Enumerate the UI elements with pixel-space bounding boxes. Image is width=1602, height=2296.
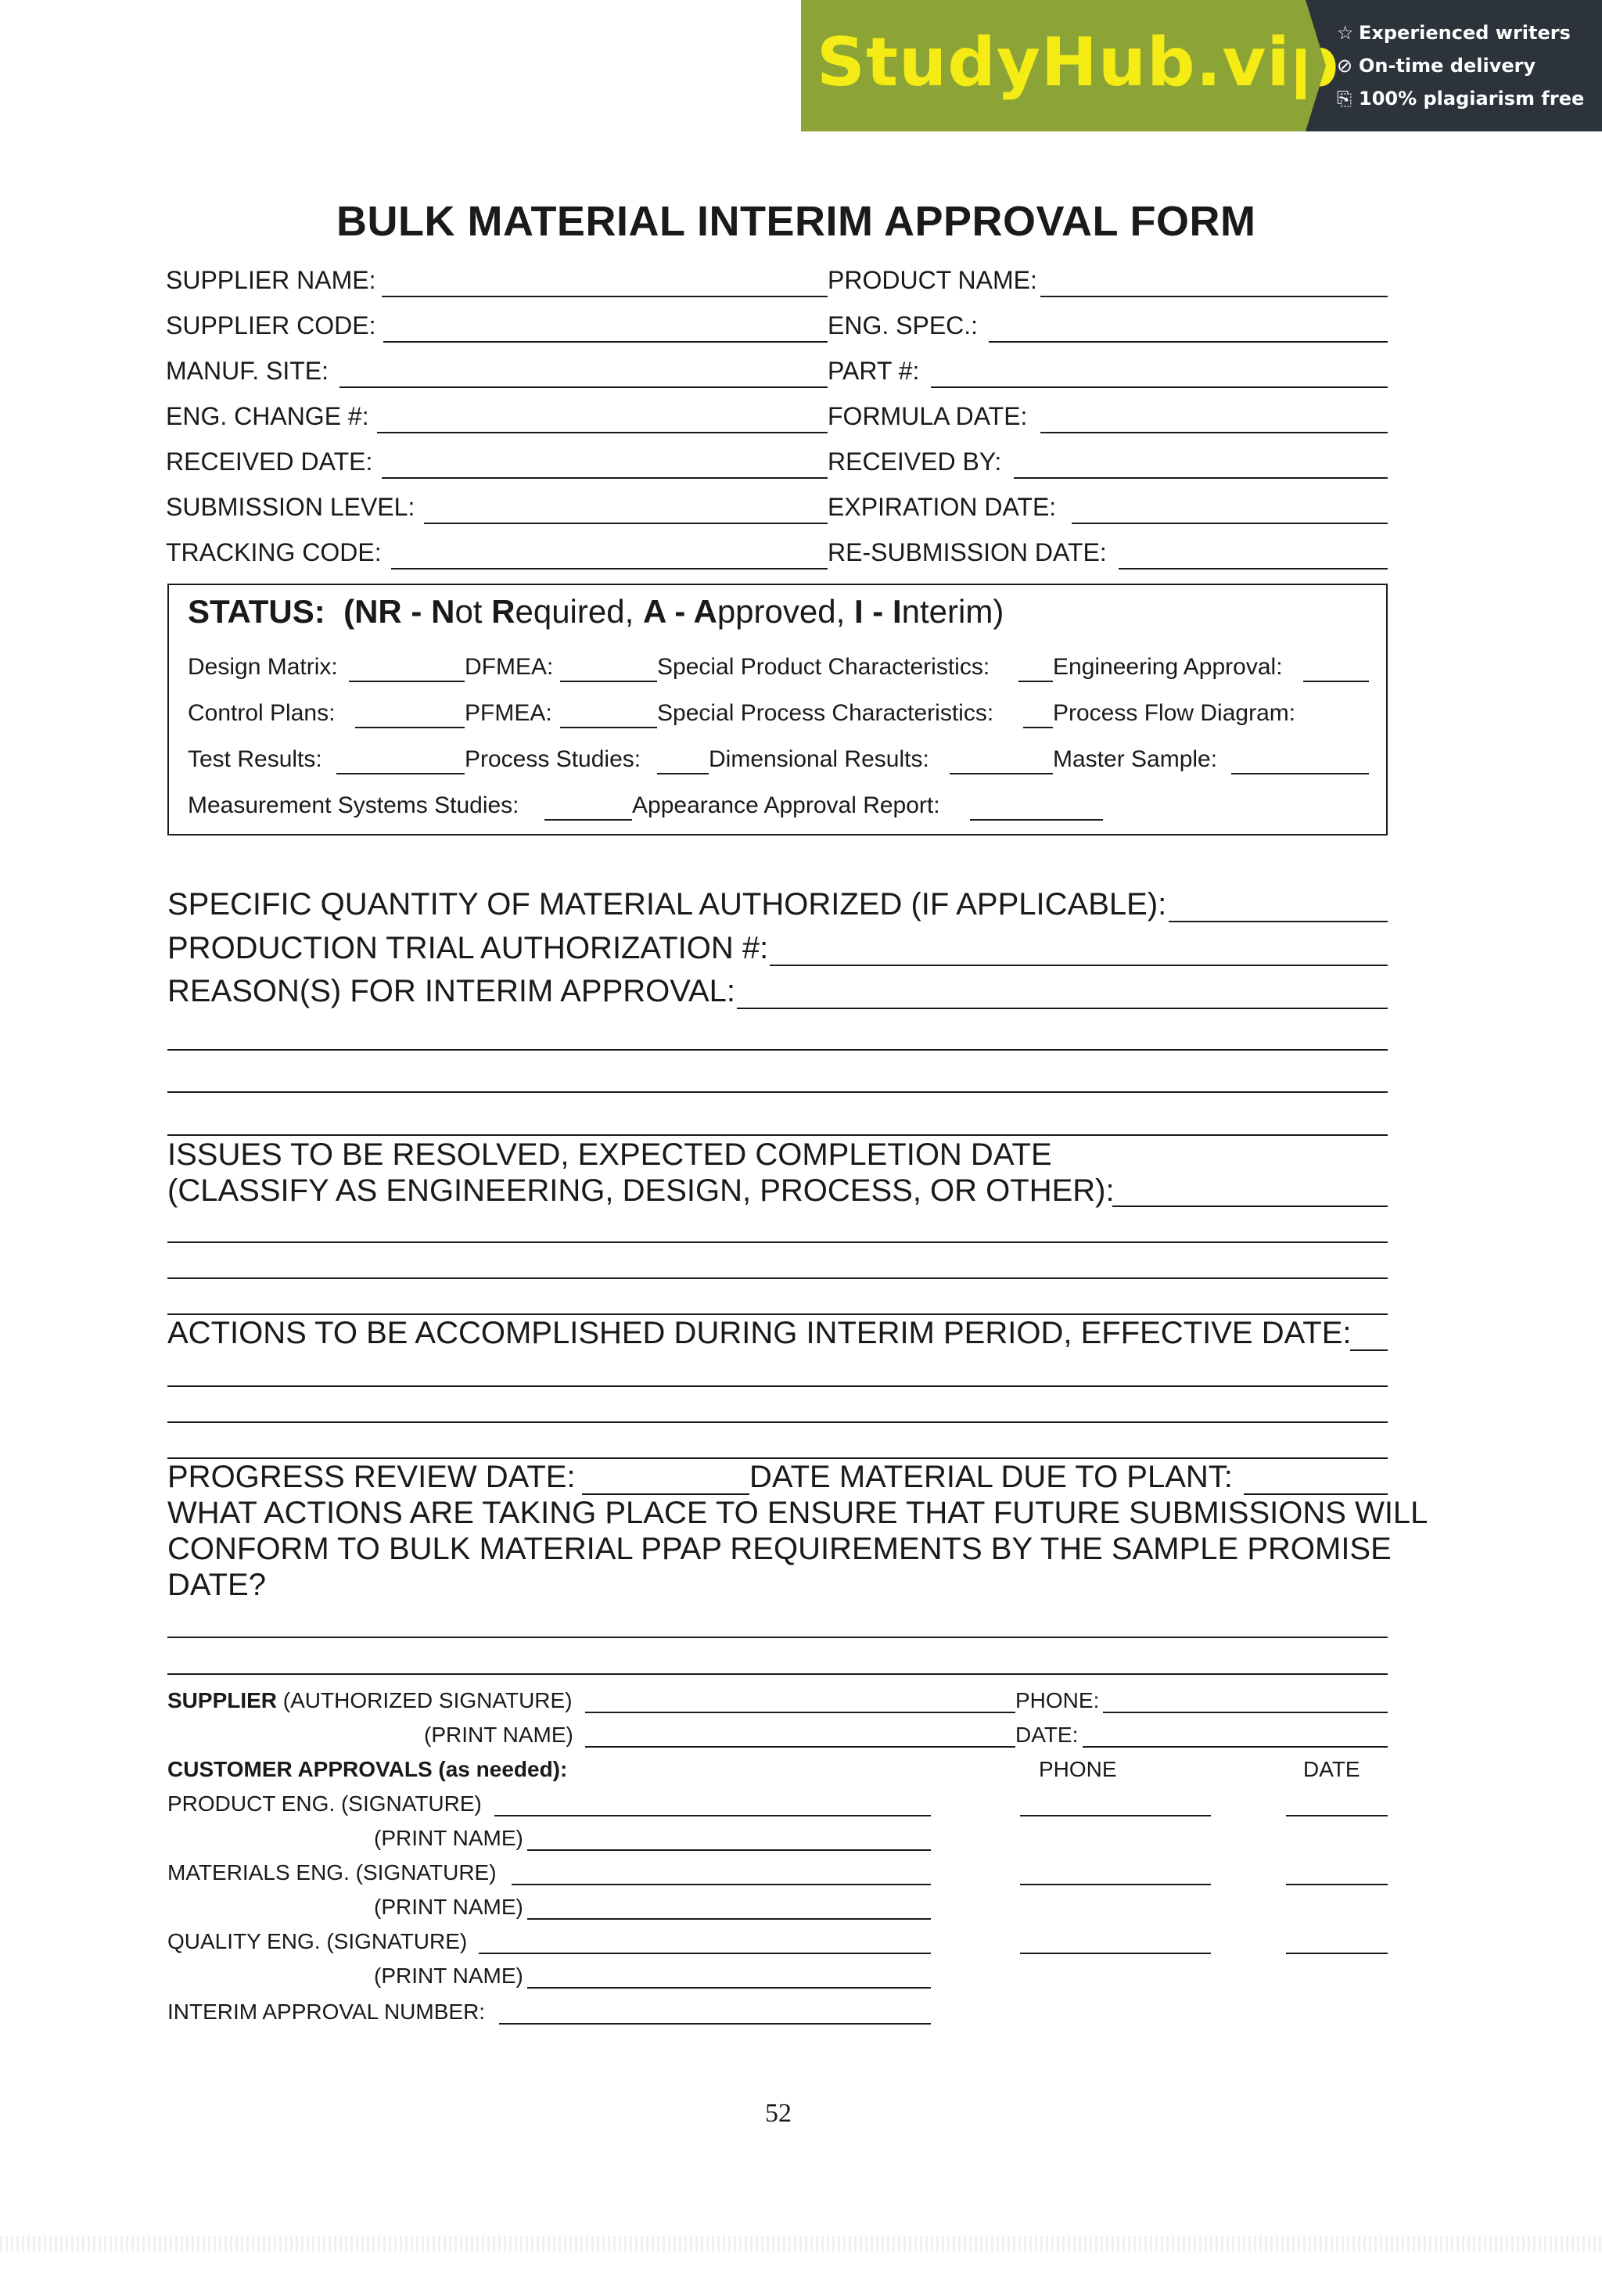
status-line-test-results[interactable] <box>336 773 465 774</box>
date-due-label: DATE MATERIAL DUE TO PLANT: <box>749 1460 1233 1494</box>
actions-line-3[interactable] <box>167 1457 1388 1459</box>
quality-eng-date-line[interactable] <box>1286 1953 1388 1954</box>
status-control-plans: Control Plans: <box>188 700 336 726</box>
supplier-date-line[interactable] <box>1083 1746 1388 1748</box>
field-label-submission-level: SUBMISSION LEVEL: <box>166 493 415 521</box>
reasons-label: REASON(S) FOR INTERIM APPROVAL: <box>167 974 736 1008</box>
materials-eng-signature-line[interactable] <box>512 1884 931 1885</box>
status-line-process-studies[interactable] <box>657 773 709 774</box>
field-label-eng-spec: ENG. SPEC.: <box>828 311 979 340</box>
interim-approval-number-label: INTERIM APPROVAL NUMBER: <box>167 2000 486 2024</box>
supplier-print-name-label: (PRINT NAME) <box>424 1723 573 1747</box>
quantity-label: SPECIFIC QUANTITY OF MATERIAL AUTHORIZED (IF APPLICABLE): <box>167 887 1167 922</box>
status-line-design-matrix[interactable] <box>349 681 465 682</box>
product-eng-print-name-line[interactable] <box>527 1849 931 1851</box>
status-line-msa[interactable] <box>544 819 632 821</box>
field-label-received-by: RECEIVED BY: <box>828 447 1002 476</box>
supplier-phone-line[interactable] <box>1103 1712 1388 1713</box>
reasons-line-1[interactable] <box>167 1049 1388 1051</box>
field-line-eng-change[interactable] <box>377 432 828 433</box>
supplier-phone-label: PHONE: <box>1015 1688 1100 1712</box>
field-line-part-number[interactable] <box>931 386 1388 388</box>
future-question-line-3: DATE? <box>167 1568 266 1602</box>
status-line-dfmea[interactable] <box>560 681 657 682</box>
reasons-line-3[interactable] <box>167 1134 1388 1136</box>
product-eng-print-name-label: (PRINT NAME) <box>374 1826 523 1850</box>
issues-label-1: ISSUES TO BE RESOLVED, EXPECTED COMPLETION DATE <box>167 1137 1052 1172</box>
status-test-results: Test Results: <box>188 746 322 772</box>
materials-eng-date-line[interactable] <box>1286 1884 1388 1885</box>
field-line-supplier-name[interactable] <box>382 296 828 297</box>
product-eng-date-line[interactable] <box>1286 1815 1388 1816</box>
status-line-special-product[interactable] <box>1018 681 1053 682</box>
trial-line[interactable] <box>770 965 1388 966</box>
field-line-product-name[interactable] <box>1040 296 1388 297</box>
studyhub-banner[interactable] <box>801 0 1602 131</box>
field-label-expiration-date: EXPIRATION DATE: <box>828 493 1057 521</box>
trial-label: PRODUCTION TRIAL AUTHORIZATION #: <box>167 931 769 965</box>
status-engineering-approval: Engineering Approval: <box>1053 654 1283 680</box>
issues-line-1[interactable] <box>167 1241 1388 1243</box>
status-dimensional-results: Dimensional Results: <box>709 746 929 772</box>
field-label-formula-date: FORMULA DATE: <box>828 402 1028 430</box>
reasons-line-2[interactable] <box>167 1091 1388 1093</box>
field-line-received-date[interactable] <box>382 477 828 479</box>
status-heading: STATUS: (NR - Not Required, A - Approved, I - Interim) <box>188 593 1004 630</box>
quality-eng-signature-line[interactable] <box>479 1953 931 1954</box>
future-line-1[interactable] <box>167 1637 1388 1638</box>
field-label-eng-change: ENG. CHANGE #: <box>166 402 369 430</box>
supplier-signature-label: SUPPLIER (AUTHORIZED SIGNATURE) <box>167 1688 573 1712</box>
status-line-special-process[interactable] <box>1023 727 1053 728</box>
status-special-product: Special Product Characteristics: <box>657 654 990 680</box>
status-msa: Measurement Systems Studies: <box>188 792 519 818</box>
status-process-flow: Process Flow Diagram: <box>1053 700 1296 726</box>
reasons-line-0[interactable] <box>737 1008 1388 1009</box>
future-question-line-2: CONFORM TO BULK MATERIAL PPAP REQUIREMENTS BY THE SAMPLE PROMISE <box>167 1532 1392 1566</box>
issues-line-3[interactable] <box>167 1313 1388 1315</box>
future-line-2[interactable] <box>167 1673 1388 1675</box>
field-line-submission-level[interactable] <box>424 523 828 524</box>
field-line-expiration-date[interactable] <box>1072 523 1388 524</box>
status-line-pfmea[interactable] <box>560 727 657 728</box>
copy-icon: ⎘ <box>1337 88 1352 110</box>
issues-line-0[interactable] <box>1112 1205 1388 1207</box>
scan-artifact-strip <box>0 2236 1602 2251</box>
progress-review-label: PROGRESS REVIEW DATE: <box>167 1460 576 1494</box>
actions-line-1[interactable] <box>167 1385 1388 1387</box>
materials-eng-phone-line[interactable] <box>1020 1884 1211 1885</box>
star-icon: ☆ <box>1337 22 1354 44</box>
studyhub-logo[interactable]: StudyHub.vip <box>817 23 1340 102</box>
field-line-received-by[interactable] <box>1014 477 1388 479</box>
status-master-sample: Master Sample: <box>1053 746 1218 772</box>
quality-eng-signature-label: QUALITY ENG. (SIGNATURE) <box>167 1929 468 1953</box>
status-design-matrix: Design Matrix: <box>188 654 338 680</box>
field-label-product-name: PRODUCT NAME: <box>828 266 1037 294</box>
supplier-date-label: DATE: <box>1015 1723 1079 1747</box>
actions-line-2[interactable] <box>167 1421 1388 1423</box>
status-line-master-sample[interactable] <box>1231 773 1369 774</box>
column-header-phone: PHONE <box>1039 1757 1117 1781</box>
progress-review-line[interactable] <box>582 1493 749 1495</box>
status-line-control-plans[interactable] <box>355 727 465 728</box>
field-label-manuf-site: MANUF. SITE: <box>166 357 329 385</box>
field-label-tracking-code: TRACKING CODE: <box>166 538 382 566</box>
quality-eng-phone-line[interactable] <box>1020 1953 1211 1954</box>
status-special-process: Special Process Characteristics: <box>657 700 994 726</box>
quality-eng-print-name-line[interactable] <box>527 1987 931 1989</box>
customer-approvals-heading: CUSTOMER APPROVALS (as needed): <box>167 1757 568 1781</box>
field-label-received-date: RECEIVED DATE: <box>166 447 373 476</box>
column-header-date: DATE <box>1303 1757 1360 1781</box>
field-line-tracking-code[interactable] <box>391 568 828 570</box>
product-eng-signature-line[interactable] <box>494 1815 931 1816</box>
field-line-supplier-code[interactable] <box>383 341 828 343</box>
supplier-print-name-line[interactable] <box>585 1746 1015 1748</box>
future-question-line-1: WHAT ACTIONS ARE TAKING PLACE TO ENSURE THAT FUTURE SUBMISSIONS WILL <box>167 1496 1428 1530</box>
feature-experienced-writers: ☆ Experienced writers <box>1337 22 1571 44</box>
issues-label-2: (CLASSIFY AS ENGINEERING, DESIGN, PROCESS, OR OTHER): <box>167 1173 1115 1208</box>
materials-eng-print-name-line[interactable] <box>527 1918 931 1920</box>
supplier-signature-line[interactable] <box>585 1712 1015 1713</box>
actions-label: ACTIONS TO BE ACCOMPLISHED DURING INTERIM PERIOD, EFFECTIVE DATE: <box>167 1316 1352 1350</box>
page-number: 52 <box>765 2099 792 2128</box>
materials-eng-signature-label: MATERIALS ENG. (SIGNATURE) <box>167 1860 497 1885</box>
field-line-formula-date[interactable] <box>1040 432 1388 433</box>
status-appearance: Appearance Approval Report: <box>632 792 940 818</box>
field-label-supplier-code: SUPPLIER CODE: <box>166 311 376 340</box>
status-line-dimensional-results[interactable] <box>950 773 1053 774</box>
field-label-re-submission-date: RE-SUBMISSION DATE: <box>828 538 1107 566</box>
quantity-line[interactable] <box>1169 921 1388 922</box>
materials-eng-print-name-label: (PRINT NAME) <box>374 1895 523 1919</box>
field-line-eng-spec[interactable] <box>989 341 1388 343</box>
date-due-line[interactable] <box>1244 1493 1388 1495</box>
field-label-part-number: PART #: <box>828 357 920 385</box>
status-dfmea: DFMEA: <box>465 654 554 680</box>
status-line-engineering-approval[interactable] <box>1303 681 1369 682</box>
field-label-supplier-name: SUPPLIER NAME: <box>166 266 376 294</box>
status-process-studies: Process Studies: <box>465 746 641 772</box>
feature-on-time-delivery: ⊘ On-time delivery <box>1337 55 1536 77</box>
actions-line-0[interactable] <box>1350 1349 1388 1351</box>
quality-eng-print-name-label: (PRINT NAME) <box>374 1964 523 1988</box>
field-line-manuf-site[interactable] <box>339 386 828 388</box>
clock-icon: ⊘ <box>1337 55 1353 77</box>
field-line-re-submission-date[interactable] <box>1119 568 1388 570</box>
issues-line-2[interactable] <box>167 1277 1388 1279</box>
status-pfmea: PFMEA: <box>465 700 552 726</box>
form-title: BULK MATERIAL INTERIM APPROVAL FORM <box>336 198 1256 245</box>
feature-plagiarism-free: ⎘ 100% plagiarism free <box>1337 88 1585 110</box>
product-eng-signature-label: PRODUCT ENG. (SIGNATURE) <box>167 1791 482 1816</box>
interim-approval-number-line[interactable] <box>499 2023 931 2025</box>
banner-arrow-shape <box>1306 0 1326 131</box>
product-eng-phone-line[interactable] <box>1020 1815 1211 1816</box>
status-line-appearance[interactable] <box>970 819 1103 821</box>
